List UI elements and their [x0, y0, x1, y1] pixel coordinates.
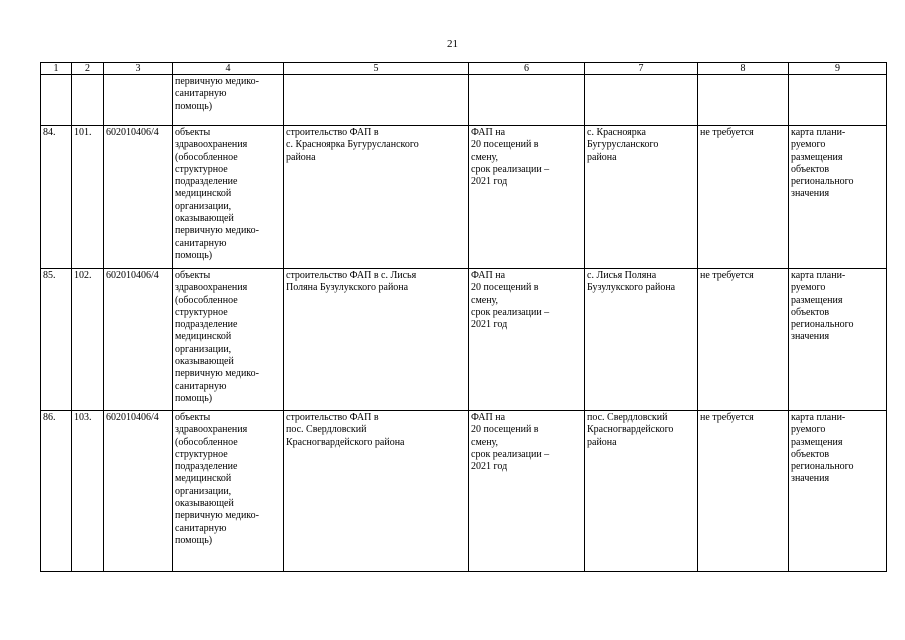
object-location: с. Красноярка Бугурусланского района	[585, 126, 698, 269]
column-header: 1	[41, 63, 72, 75]
column-header: 3	[104, 63, 173, 75]
table-cell	[284, 75, 469, 126]
table-cell	[789, 75, 887, 126]
table-row	[41, 269, 887, 411]
object-code: 602010406/4	[104, 126, 173, 269]
table-cell	[104, 75, 173, 126]
continuation-row	[41, 75, 887, 126]
item-number: 103.	[72, 411, 104, 572]
header-row	[41, 63, 887, 75]
zone-requirement: не требуется	[698, 411, 789, 572]
table-cell	[72, 75, 104, 126]
page-number: 21	[447, 38, 458, 50]
object-type: объекты здравоохранения (обособленное структурное подразделение медицинской организации, оказывающей первичную медико- санитарную помощь)	[173, 411, 284, 572]
object-code: 602010406/4	[104, 411, 173, 572]
column-header: 2	[72, 63, 104, 75]
planning-table	[40, 62, 887, 572]
column-header: 9	[789, 63, 887, 75]
column-header: 8	[698, 63, 789, 75]
object-name: строительство ФАП в с. Лисья Поляна Бузулукского района	[284, 269, 469, 411]
table-cell	[469, 75, 585, 126]
object-name: строительство ФАП в с. Красноярка Бугурусланского района	[284, 126, 469, 269]
object-location: с. Лисья Поляна Бузулукского района	[585, 269, 698, 411]
object-code: 602010406/4	[104, 269, 173, 411]
row-number: 84.	[41, 126, 72, 269]
table-cell	[698, 75, 789, 126]
map-reference: карта плани- руемого размещения объектов регионального значения	[789, 411, 887, 572]
object-name: строительство ФАП в пос. Свердловский Красногвардейского района	[284, 411, 469, 572]
table-row	[41, 411, 887, 572]
row-number: 85.	[41, 269, 72, 411]
zone-requirement: не требуется	[698, 126, 789, 269]
column-header: 5	[284, 63, 469, 75]
object-type: объекты здравоохранения (обособленное структурное подразделение медицинской организации, оказывающей первичную медико- санитарную помощь)	[173, 269, 284, 411]
object-type: объекты здравоохранения (обособленное структурное подразделение медицинской организации, оказывающей первичную медико- санитарную помощь)	[173, 126, 284, 269]
map-reference: карта плани- руемого размещения объектов регионального значения	[789, 126, 887, 269]
table-cell	[585, 75, 698, 126]
item-number: 101.	[72, 126, 104, 269]
table-cell	[41, 75, 72, 126]
column-header: 7	[585, 63, 698, 75]
object-characteristics: ФАП на 20 посещений в смену, срок реализации – 2021 год	[469, 411, 585, 572]
column-header: 4	[173, 63, 284, 75]
row-number: 86.	[41, 411, 72, 572]
table-cell: первичную медико- санитарную помощь)	[173, 75, 284, 126]
object-characteristics: ФАП на 20 посещений в смену, срок реализации – 2021 год	[469, 126, 585, 269]
table-row	[41, 126, 887, 269]
object-characteristics: ФАП на 20 посещений в смену, срок реализации – 2021 год	[469, 269, 585, 411]
map-reference: карта плани- руемого размещения объектов регионального значения	[789, 269, 887, 411]
item-number: 102.	[72, 269, 104, 411]
object-location: пос. Свердловский Красногвардейского района	[585, 411, 698, 572]
column-header: 6	[469, 63, 585, 75]
zone-requirement: не требуется	[698, 269, 789, 411]
